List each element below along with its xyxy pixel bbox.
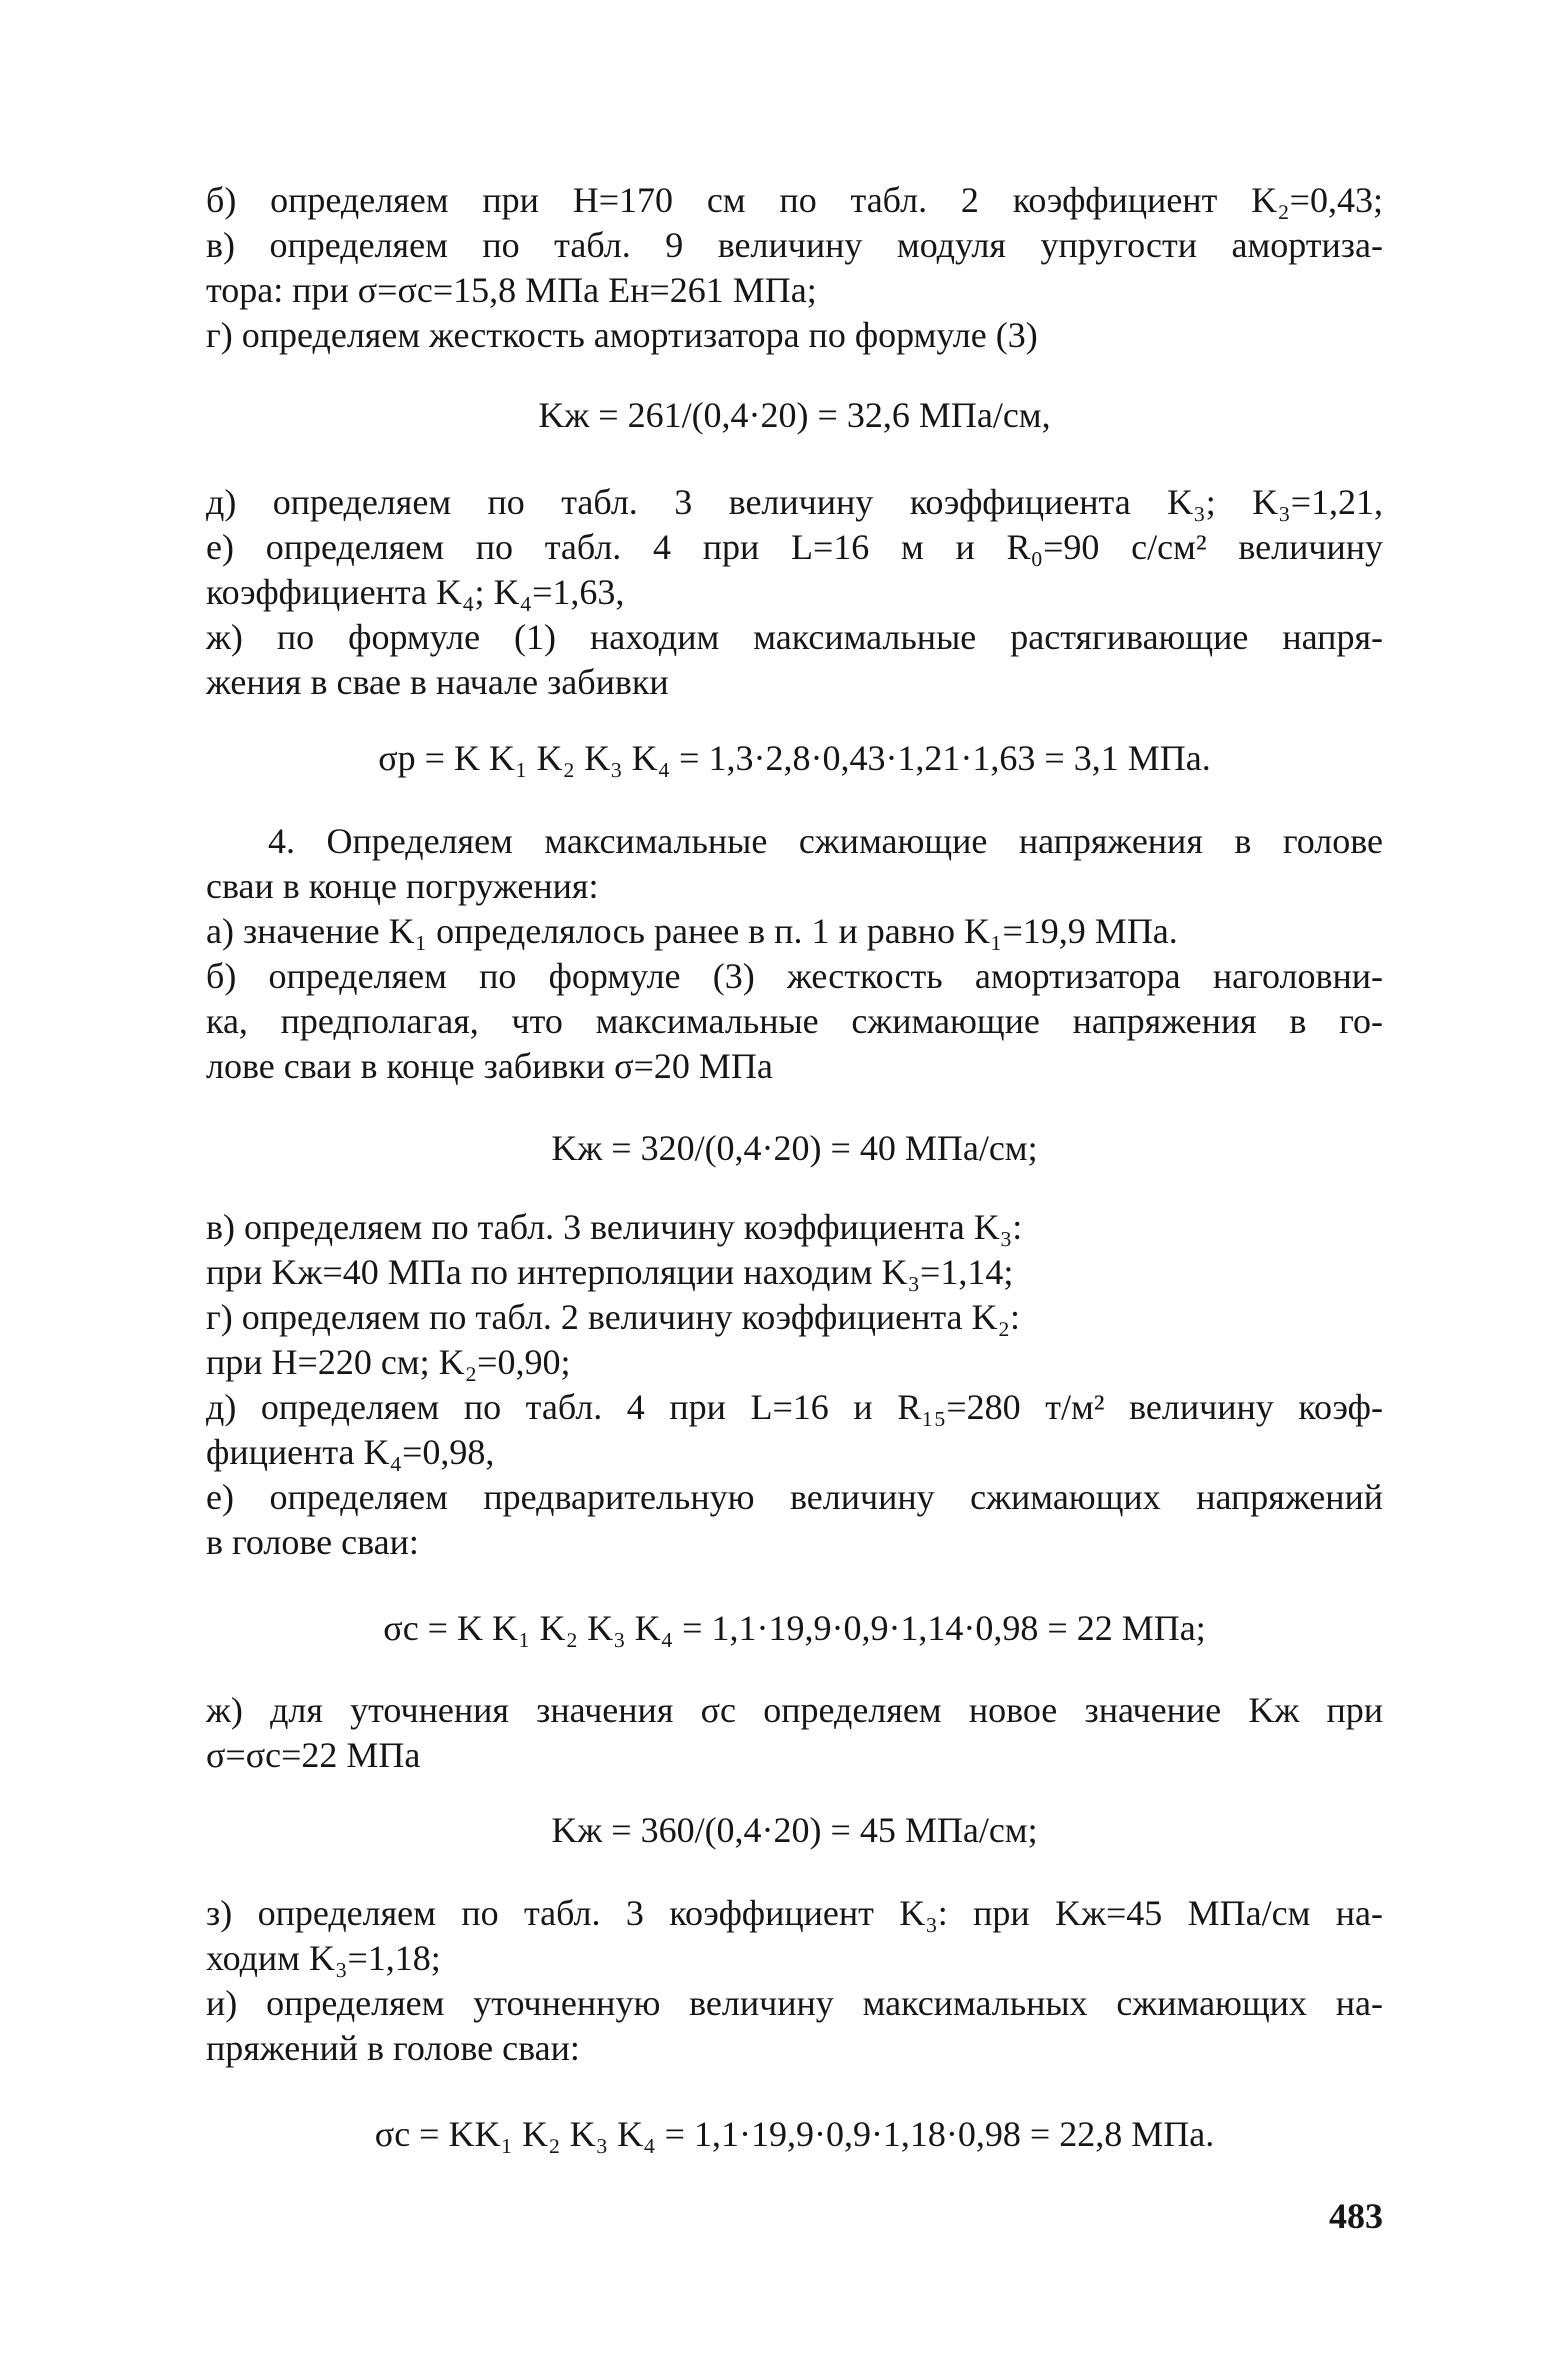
text-line: е) определяем по табл. 4 при L=16 м и R₀=90 с/см² величину bbox=[206, 527, 1383, 567]
section-heading: 4. Определяем максимальные сжимающие напряжения в голове bbox=[268, 821, 1383, 861]
text-line: е) определяем предварительную величину сжимающих напряжений bbox=[206, 1477, 1383, 1517]
text-line: б) определяем при H=170 см по табл. 2 коэффициент K₂=0,43; bbox=[206, 180, 1383, 220]
text-line: при H=220 см; K₂=0,90; bbox=[206, 1342, 571, 1382]
text-line: ходим K₃=1,18; bbox=[206, 1938, 441, 1978]
text-line: и) определяем уточненную величину максимальных сжимающих на- bbox=[206, 1983, 1383, 2023]
text-line: ка, предполагая, что максимальные сжимающие напряжения в го- bbox=[206, 1001, 1383, 1041]
formula: σc = K K₁ K₂ K₃ K₄ = 1,1·19,9·0,9·1,14·0,98 = 22 МПа; bbox=[383, 1608, 1206, 1648]
text-line: ж) для уточнения значения σc определяем новое значение Kж при bbox=[206, 1690, 1383, 1730]
text-line: пряжений в голове сваи: bbox=[206, 2028, 580, 2068]
text-line: а) значение K₁ определялось ранее в п. 1 и равно K₁=19,9 МПа. bbox=[206, 911, 1178, 951]
text-line: лове сваи в конце забивки σ=20 МПа bbox=[206, 1046, 773, 1086]
text-line: д) определяем по табл. 3 величину коэффициента K₃; K₃=1,21, bbox=[206, 482, 1383, 522]
page-number: 483 bbox=[1329, 2196, 1383, 2236]
text-line: д) определяем по табл. 4 при L=16 и R₁₅=280 т/м² величину коэф- bbox=[206, 1387, 1383, 1427]
formula: Kж = 320/(0,4·20) = 40 МПа/см; bbox=[551, 1128, 1038, 1168]
text-line: жения в свае в начале забивки bbox=[206, 662, 669, 702]
formula: Kж = 360/(0,4·20) = 45 МПа/см; bbox=[551, 1810, 1038, 1850]
formula: Kж = 261/(0,4·20) = 32,6 МПа/см, bbox=[538, 395, 1051, 435]
text-line: σ=σc=22 МПа bbox=[206, 1735, 421, 1775]
text-line: в) определяем по табл. 9 величину модуля упругости амортиза- bbox=[206, 225, 1383, 265]
text-line: г) определяем по табл. 2 величину коэффициента K₂: bbox=[206, 1297, 1021, 1337]
text-line: в) определяем по табл. 3 величину коэффициента K₃: bbox=[206, 1207, 1023, 1247]
text-line: в голове сваи: bbox=[206, 1522, 419, 1562]
text-line: при Kж=40 МПа по интерполяции находим K₃=1,14; bbox=[206, 1252, 1014, 1292]
formula: σc = KK₁ K₂ K₃ K₄ = 1,1·19,9·0,9·1,18·0,98 = 22,8 МПа. bbox=[374, 2114, 1215, 2154]
text-line: тора: при σ=σc=15,8 МПа Eн=261 МПа; bbox=[206, 270, 817, 310]
text-line: коэффициента K₄; K₄=1,63, bbox=[206, 572, 625, 612]
text-line: б) определяем по формуле (3) жесткость амортизатора наголовни- bbox=[206, 956, 1383, 996]
formula: σp = K K₁ K₂ K₃ K₄ = 1,3·2,8·0,43·1,21·1,63 = 3,1 МПа. bbox=[378, 738, 1211, 778]
text-line: ж) по формуле (1) находим максимальные растягивающие напря- bbox=[206, 617, 1383, 657]
text-line: фициента K₄=0,98, bbox=[206, 1432, 495, 1472]
text-line: г) определяем жесткость амортизатора по формуле (3) bbox=[206, 315, 1038, 355]
text-line: з) определяем по табл. 3 коэффициент K₃: при Kж=45 МПа/см на- bbox=[206, 1893, 1383, 1933]
text-line: сваи в конце погружения: bbox=[206, 866, 599, 906]
